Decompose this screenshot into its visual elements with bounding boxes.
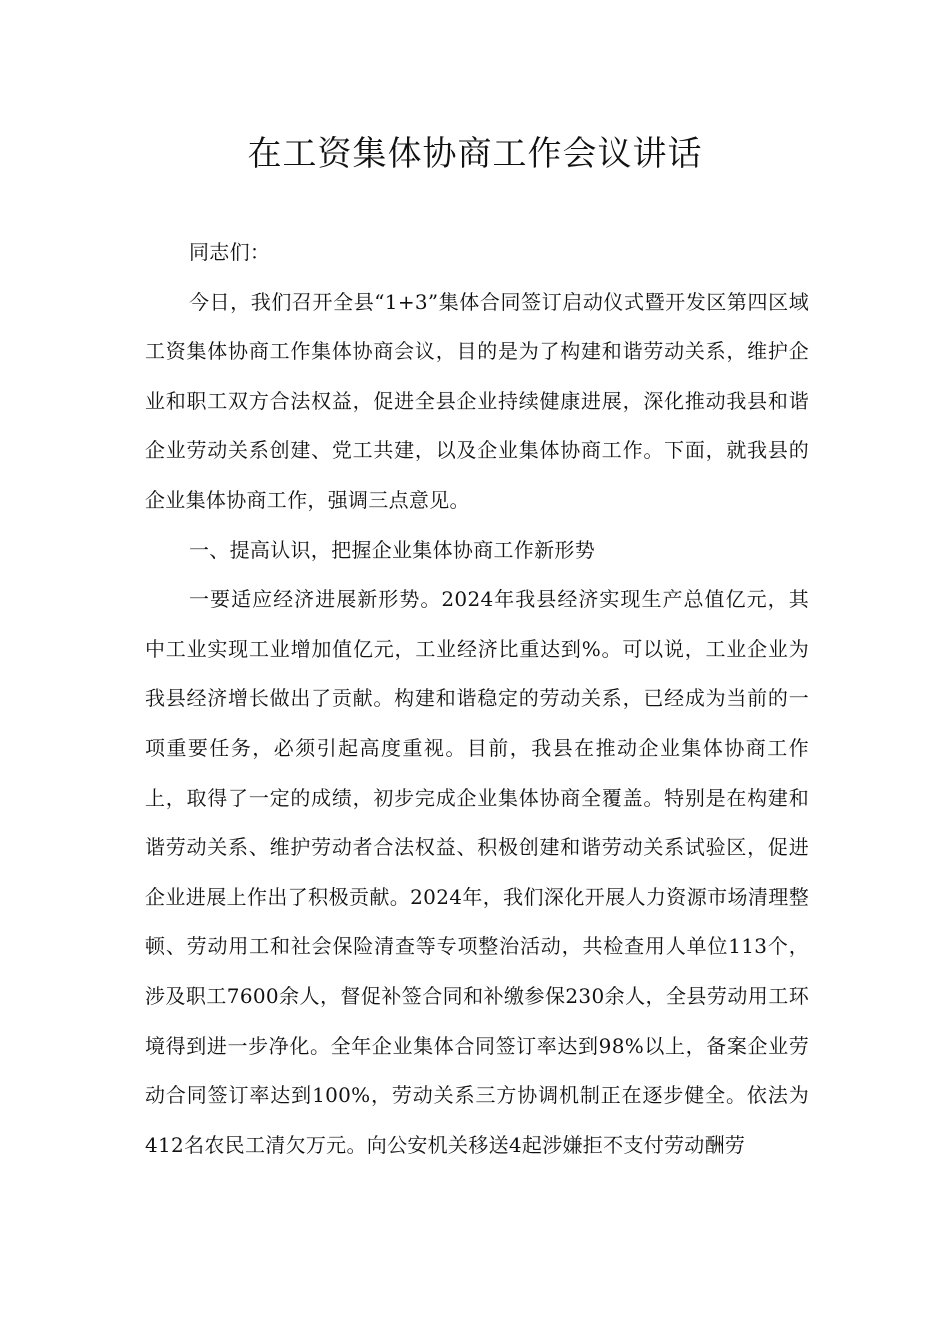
salutation-paragraph: 同志们：: [189, 240, 271, 264]
document-title: 在工资集体协商工作会议讲话: [247, 134, 703, 174]
intro-paragraph: 今日，我们召开全县“1+3”集体合同签订启动仪式暨开发区第四区域工资集体协商工作集体协商会议，目的是为了构建和谐劳动关系，维护企业和职工双方合法权益，促进全县企业持续健康进展，深化推动我县和谐企业劳动关系创建、党工共建，以及企业集体协商工作。下面，就我县的企业集体协商工作，强调三点意见。: [145, 289, 809, 512]
body-paragraph: 一要适应经济进展新形势。2024年我县经济实现生产总值亿元，其中工业实现工业增加值亿元，工业经济比重达到%。可以说，工业企业为我县经济增长做出了贡献。构建和谐稳定的劳动关系，已经成为当前的一项重要任务，必须引起高度重视。目前，我县在推动企业集体协商工作上，取得了一定的成绩，初步完成企业集体协商全覆盖。特别是在构建和谐劳动关系、维护劳动者合法权益、积极创建和谐劳动关系试验区，促进企业进展上作出了积极贡献。2024年，我们深化开展人力资源市场清理整顿、劳动用工和社会保险清查等专项整治活动，共检查用人单位113个，涉及职工7600余人，督促补签合同和补缴参保230余人，全县劳动用工环境得到进一步净化。全年企业集体合同签订率达到98%以上，备案企业劳动合同签订率达到100%，劳动关系三方协调机制正在逐步健全。依法为412名农民工清欠万元。向公安机关移送4起涉嫌拒不支付劳动酬劳: [145, 587, 809, 1157]
document-body: [145, 228, 809, 1170]
section-heading: 一、提高认识，把握企业集体协商工作新形势: [189, 537, 595, 562]
